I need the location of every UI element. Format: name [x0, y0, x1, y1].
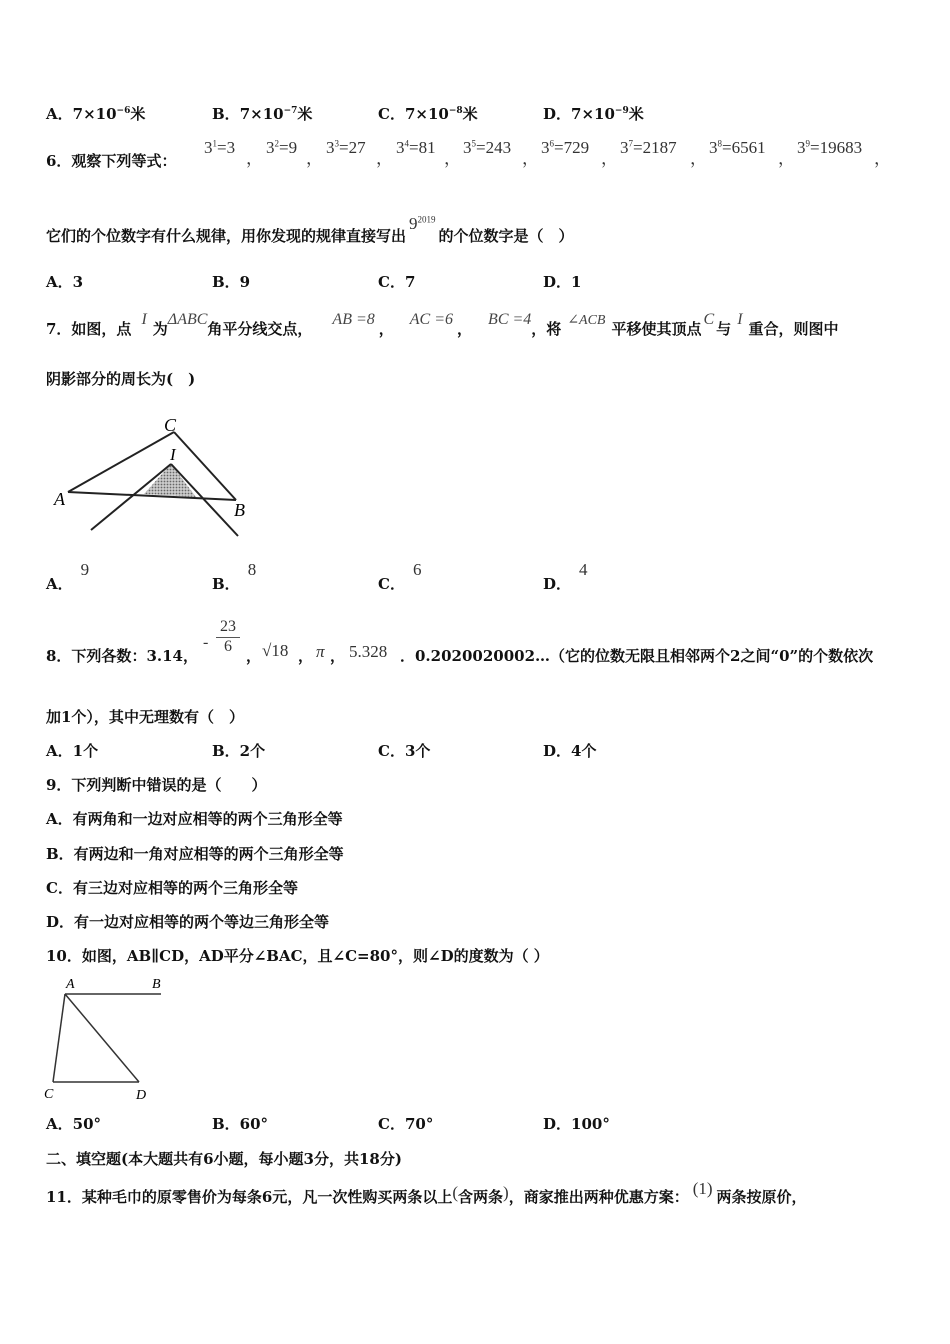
q8-repeating-decimal: 5.328	[349, 642, 388, 661]
q9-option-a: A．有两角和一边对应相等的两个三角形全等	[46, 810, 343, 828]
q5-option-d: D．$7\times 10^{-9}$米	[543, 105, 644, 123]
section2-title: 二、填空题(本大题共有6小题，每小题3分，共18分)	[46, 1150, 402, 1168]
q6-power-3: $3^3=27$	[326, 138, 366, 157]
q8-stem-start: 8．下列各数：3.14，	[46, 647, 198, 665]
q6-power-4: $3^4=81$	[396, 138, 436, 157]
q10-stem: 10．如图，AB∥CD，AD平分∠BAC，且∠C=80°，则∠D的度数为（ ）	[46, 947, 549, 965]
q10-segment-ad	[65, 994, 139, 1082]
q6-power-5: $3^5=243$	[463, 138, 512, 157]
q9-option-b: B．有两边和一角对应相等的两个三角形全等	[46, 845, 344, 863]
q6-power-1: $3^1=3$	[204, 138, 236, 157]
q6-option-c: C．7	[378, 273, 416, 291]
q10-option-c: C．70°	[378, 1115, 434, 1133]
q8-option-d: D．4个	[543, 742, 597, 760]
q6-sep: ，	[246, 149, 263, 168]
q10-figure	[40, 972, 180, 1104]
q5-option-a: A．$7\times 10^{-6}$米	[46, 105, 146, 123]
q8-option-b: B．2个	[212, 742, 266, 760]
q6-sep: ，	[522, 149, 539, 168]
q6-sep: ，	[444, 149, 461, 168]
q8-sep1: ，	[246, 647, 262, 665]
q10-option-d: D．100°	[543, 1115, 610, 1133]
q6-power-7: $3^7=2187$	[620, 138, 677, 157]
q6-sep: ，	[601, 149, 618, 168]
q8-stem-rest: ．0.2020020002…（它的位数无限且相邻两个2之间“0”的个数依次	[400, 647, 874, 665]
q11-stem: 11．某种毛巾的原零售价为每条6元，凡一次性购买两条以上(含两条)，商家推出两种优惠方案： (1) 两条按原价，	[46, 1179, 807, 1206]
q7-label-i: I	[170, 445, 176, 464]
q6-option-b: B．9	[212, 273, 251, 291]
q6-sep: ，	[690, 149, 707, 168]
q7-option-d: D．4	[543, 560, 588, 593]
q10-label-a: A	[66, 977, 75, 992]
q10-label-c: C	[44, 1087, 54, 1102]
q7-label-c: C	[164, 415, 177, 435]
q6-option-a: A．3	[46, 273, 84, 291]
q6-sep: ，	[874, 149, 891, 168]
q8-sep2: ，	[298, 647, 314, 665]
q8-frac-den: 6	[216, 637, 240, 656]
q6-sep: ，	[306, 149, 323, 168]
q7-line2: 阴影部分的周长为( )	[46, 370, 196, 388]
q8-line2: 加1个），其中无理数有（ ）	[46, 708, 244, 726]
q10-segment-ac	[53, 994, 65, 1082]
q6-sep: ，	[376, 149, 393, 168]
q9-option-d: D．有一边对应相等的两个等边三角形全等	[46, 913, 330, 931]
q9-stem: 9．下列判断中错误的是（ ）	[46, 776, 267, 794]
q7-option-a: A．9	[46, 560, 90, 593]
q7-figure	[46, 408, 266, 543]
q6-power-8: $3^8=6561$	[709, 138, 766, 157]
q6-sep: ，	[778, 149, 795, 168]
q8-frac-sign: -	[203, 634, 209, 651]
q7-label-b: B	[234, 500, 245, 520]
q7-stem: 7．如图，点I为ΔABC角平分线交点，AB =8，AC =6，BC =4，将 ∠ACB 平移使其顶点C与I重合，则图中	[46, 311, 839, 338]
q10-label-d: D	[136, 1088, 147, 1103]
q6-line2: 它们的个位数字有什么规律，用你发现的规律直接写出$9^{2019}$的个位数字是（ ）	[46, 214, 574, 245]
q8-sqrt: √18	[262, 641, 289, 660]
q7-option-c: C．6	[378, 560, 422, 593]
q10-option-a: A．50°	[46, 1115, 102, 1133]
q9-option-c: C．有三边对应相等的两个三角形全等	[46, 879, 298, 897]
q8-option-a: A．1个	[46, 742, 99, 760]
q7-option-b: B．8	[212, 560, 257, 593]
q10-option-b: B．60°	[212, 1115, 269, 1133]
q10-label-b: B	[152, 977, 161, 992]
q8-pi: π	[316, 642, 325, 661]
q6-power-9: $3^9=19683$	[797, 138, 863, 157]
q5-option-c: C．$7\times 10^{-8}$米	[378, 105, 478, 123]
q6-option-d: D．1	[543, 273, 582, 291]
q8-frac-num: 23	[220, 618, 236, 635]
q5-option-b: B．$7\times 10^{-7}$米	[212, 105, 313, 123]
q8-fraction	[216, 618, 240, 656]
q8-option-c: C．3个	[378, 742, 431, 760]
q6-power-2: $3^2=9$	[266, 138, 298, 157]
q8-sep3: ，	[330, 647, 346, 665]
q6-power-6: $3^6=729$	[541, 138, 590, 157]
q7-label-a: A	[54, 489, 65, 509]
q6-stem: 6．观察下列等式：	[46, 152, 177, 170]
